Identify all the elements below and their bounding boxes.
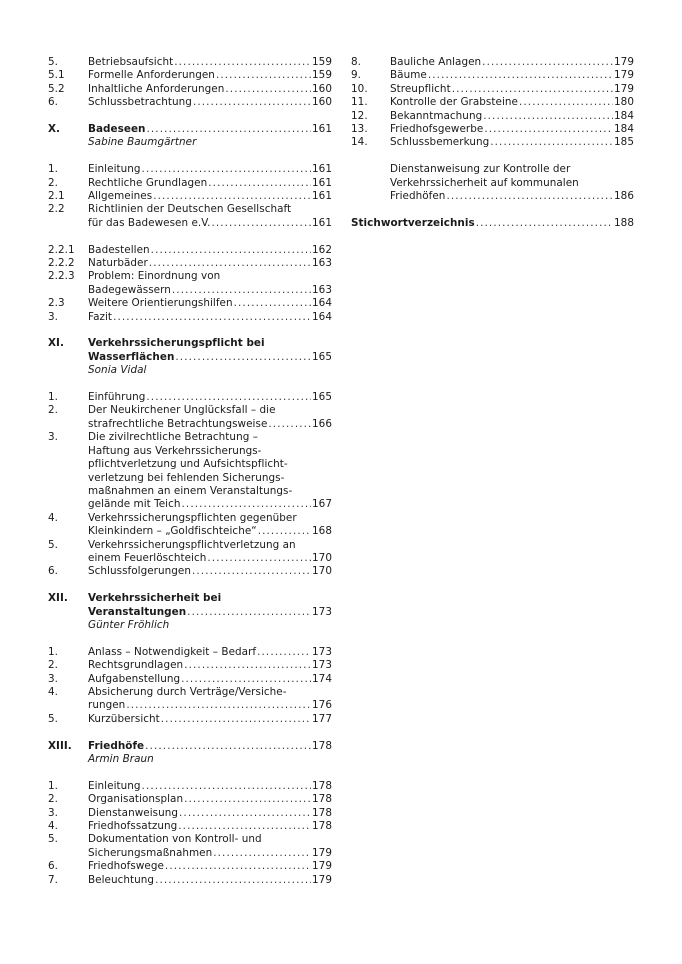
entry-title: Rechtliche Grundlagen [88,176,208,189]
entry-title: Die zivilrechtliche Betrachtung – [88,431,258,444]
page-number: 185 [614,136,634,149]
toc-entry[interactable] [48,820,332,833]
chapter-author: Armin Braun [88,753,154,765]
entry-title: Rechtsgrundlagen [88,659,184,672]
entry-title: Badegewässern [88,283,171,296]
entry-title: Beleuchtung [88,873,155,886]
dot-leader [193,96,311,109]
entry-number: 4. [48,511,59,524]
page-number: 184 [614,109,634,122]
entry-title: gelände mit Teich [88,498,181,511]
dot-leader [149,257,311,270]
toc-chapter[interactable] [48,740,332,767]
entry-title: Fazit [88,310,113,323]
page-number: 164 [312,297,332,310]
page-number: 165 [312,391,332,404]
dot-leader [483,110,613,123]
page-number: 162 [312,243,332,256]
entry-number: 5. [48,833,59,846]
entry-title: Wasserflächen [88,350,175,363]
dot-leader [257,646,311,659]
dot-leader [484,123,613,136]
entry-title: Schlussfolgerungen [88,565,191,578]
toc-entry[interactable] [48,311,332,324]
entry-title: Absicherung durch Verträge/Versiche- [88,685,287,698]
toc-entry[interactable] [48,190,332,203]
page-number: 179 [312,846,332,859]
entry-title: für das Badewesen e.V. [88,216,211,229]
toc-entry[interactable] [351,83,634,96]
dot-leader [452,83,613,96]
spacer [48,150,332,163]
page-number: 179 [614,82,634,95]
entry-title: Kurzübersicht [88,712,160,725]
dot-leader [145,740,311,753]
chapter-author: Sonia Vidal [88,364,147,377]
dot-leader [151,244,311,257]
dot-leader [147,123,312,136]
toc-entry[interactable] [351,56,634,69]
toc-entry[interactable] [48,686,332,713]
entry-title: Dienstanweisung zur Kontrolle der [390,163,571,176]
toc-entry[interactable] [48,807,332,820]
toc-entry[interactable] [48,270,332,297]
entry-title: Formelle Anforderungen [88,69,215,82]
entry-number: 5.1 [48,69,65,82]
page-number: 160 [312,82,332,95]
toc-entry[interactable] [48,391,332,404]
entry-number: 3. [48,672,59,685]
entry-title: Weitere Orientierungshilfen [88,297,233,310]
entry-title: Friedhöfen [390,190,446,203]
entry-title: Schlussbetrachtung [88,96,192,109]
toc-entry[interactable] [48,860,332,873]
entry-title: Organisationsplan [88,793,184,806]
entry-number: 7. [48,873,59,886]
entry-number: 2.2.2 [48,257,75,270]
entry-number: 2.1 [48,190,65,203]
page-number: 164 [312,310,332,323]
dot-leader [142,780,311,793]
spacer [48,324,332,337]
toc-entry[interactable] [48,404,332,431]
dot-leader [172,284,311,297]
toc-entry[interactable] [48,512,332,539]
entry-number: 12. [351,109,368,122]
entry-title: Naturbäder [88,257,148,270]
page-number: 179 [312,860,332,873]
spacer [48,579,332,592]
entry-title: Dokumentation von Kontroll- und [88,833,262,846]
spacer [48,726,332,739]
toc-entry[interactable] [48,659,332,672]
entry-number: 11. [351,96,368,109]
entry-title: Bauliche Anlagen [390,56,482,68]
entry-title: Kleinkindern – „Goldfischteiche“ [88,525,257,538]
page-number: 188 [614,216,634,229]
entry-number: 6. [48,96,59,109]
page-number: 179 [614,56,634,68]
entry-number: X. [48,123,61,136]
toc-entry[interactable] [48,431,332,511]
entry-number: 2. [48,176,59,189]
toc-chapter[interactable] [48,123,332,150]
entry-number: 2.2.3 [48,270,75,283]
dot-leader [182,498,312,511]
page-number: 166 [312,417,332,430]
entry-number: 4. [48,685,59,698]
entry-title: rungen [88,699,126,712]
entry-title: verletzung bei fehlenden Sicherungs- [88,471,285,484]
toc-index-entry[interactable] [351,217,634,230]
dot-leader [258,525,311,538]
entry-title: Einführung [88,391,146,404]
entry-title: Schlussbemerkung [390,136,490,149]
entry-number: 10. [351,82,368,95]
dot-leader [519,96,613,109]
toc-entry[interactable] [48,646,332,659]
entry-title: Friedhöfe [88,739,145,752]
page-number: 161 [312,216,332,229]
entry-number: 2. [48,404,59,417]
entry-title: Stichwortverzeichnis [351,216,475,229]
entry-title: Bäume [390,69,427,82]
page-number: 178 [312,739,332,752]
entry-number: 2.2.1 [48,243,75,256]
entry-title: Der Neukirchener Unglücksfall – die [88,404,276,417]
entry-title: Richtlinien der Deutschen Gesellschaft [88,203,292,216]
toc-entry[interactable] [48,673,332,686]
entry-number: 5. [48,538,59,551]
page-number: 186 [614,190,634,203]
spacer [48,632,332,645]
dot-leader [178,820,311,833]
entry-number: 1. [48,391,59,404]
entry-title: Veranstaltungen [88,605,187,618]
page-number: 159 [312,69,332,82]
toc-entry[interactable] [48,539,332,566]
dot-leader [213,847,311,860]
entry-number: 13. [351,123,368,136]
dot-leader [187,606,311,619]
dot-leader [207,552,311,565]
page-number: 170 [312,551,332,564]
entry-title: Verkehrssicherheit bei [88,592,222,605]
entry-number: XIII. [48,739,72,752]
page-number: 168 [312,525,332,538]
dot-leader [490,136,613,149]
entry-number: 6. [48,565,59,578]
page-number: 180 [614,96,634,109]
toc-entry[interactable] [48,713,332,726]
entry-title: Badestellen [88,243,150,256]
entry-title: strafrechtliche Betrachtungsweise [88,417,268,430]
dot-leader [126,699,311,712]
entry-title: Friedhofssatzung [88,820,178,833]
page-number: 178 [312,820,332,833]
toc-left-column [48,56,332,887]
dot-leader [211,217,311,230]
dot-leader [428,69,613,82]
entry-title: Verkehrssicherungspflichten gegenüber [88,511,297,524]
dot-leader [476,217,613,230]
toc-appendix-entry[interactable] [351,163,634,203]
entry-title: Haftung aus Verkehrssicherungs- [88,444,262,457]
page-number: 161 [312,190,332,203]
toc-entry[interactable] [351,96,634,109]
page-number: 178 [312,806,332,819]
entry-number: XI. [48,337,64,350]
entry-number: 2. [48,659,59,672]
dot-leader [184,793,311,806]
spacer [351,203,634,216]
entry-title: Sicherungsmaßnahmen [88,846,213,859]
entry-title: Kontrolle der Grabsteine [390,96,518,109]
dot-leader [181,673,311,686]
entry-title: einem Feuerlöschteich [88,551,207,564]
entry-title: Aufgabenstellung [88,672,181,685]
entry-title: maßnahmen an einem Veranstaltungs- [88,484,293,497]
entry-title: Verkehrssicherheit auf kommunalen [390,176,579,189]
spacer [48,110,332,123]
dot-leader [161,713,311,726]
toc-right-column [351,56,634,230]
entry-title: Verkehrssicherungspflichtverletzung an [88,538,296,551]
dot-leader [216,69,311,82]
dot-leader [225,83,311,96]
page-number: 159 [312,56,332,68]
page-number: 179 [614,69,634,82]
page-number: 161 [312,163,332,176]
page-number: 178 [312,779,332,792]
page-number: 170 [312,565,332,578]
spacer [48,766,332,779]
page-number: 173 [312,659,332,672]
toc-entry[interactable] [48,833,332,860]
page-number: 177 [312,712,332,725]
page-number: 174 [312,672,332,685]
toc-entry[interactable] [48,163,332,176]
toc-entry[interactable] [48,244,332,257]
toc-entry[interactable] [48,69,332,82]
toc-chapter[interactable] [48,592,332,632]
entry-number: 14. [351,136,368,149]
entry-title: Dienstanweisung [88,806,179,819]
entry-title: Inhaltliche Anforderungen [88,82,225,95]
page-number: 178 [312,793,332,806]
dot-leader [175,351,311,364]
toc-entry[interactable] [351,110,634,123]
toc-entry[interactable] [48,96,332,109]
toc-entry[interactable] [48,565,332,578]
entry-number: 3. [48,310,59,323]
chapter-author: Sabine Baumgärtner [88,136,197,149]
entry-title: Streupflicht [390,82,451,95]
entry-title: Einleitung [88,163,141,176]
toc-entry[interactable] [48,203,332,230]
entry-title: Anlass – Notwendigkeit – Bedarf [88,645,257,658]
spacer [48,230,332,243]
toc-entry[interactable] [351,136,634,149]
entry-number: 5.2 [48,82,65,95]
page-number: 161 [312,176,332,189]
entry-number: 3. [48,806,59,819]
toc-entry[interactable] [48,83,332,96]
toc-entry[interactable] [48,874,332,887]
entry-title: pflichtverletzung und Aufsichtspflicht- [88,458,288,471]
dot-leader [208,177,311,190]
entry-number: 2.3 [48,297,65,310]
entry-number: 5. [48,56,59,68]
spacer [351,150,634,163]
page-number: 184 [614,123,634,136]
toc-entry[interactable] [48,780,332,793]
entry-number: 6. [48,860,59,873]
toc-entry[interactable] [48,297,332,310]
dot-leader [142,163,311,176]
toc-entry[interactable] [48,177,332,190]
dot-leader [234,297,311,310]
entry-number: 8. [351,56,362,68]
page-number: 163 [312,283,332,296]
entry-title: Friedhofswege [88,860,164,873]
dot-leader [113,311,311,324]
entry-title: Allgemeines [88,190,153,203]
page-number: 163 [312,257,332,270]
dot-leader [184,659,311,672]
dot-leader [174,56,311,69]
entry-title: Badeseen [88,123,146,136]
entry-number: 2.2 [48,203,65,216]
dot-leader [165,860,311,873]
dot-leader [446,190,613,203]
dot-leader [192,565,311,578]
page-number: 179 [312,873,332,886]
dot-leader [155,874,311,887]
page-number: 176 [312,699,332,712]
entry-number: 1. [48,163,59,176]
entry-title: Verkehrssicherungspflicht bei [88,337,265,350]
page-number: 173 [312,605,332,618]
chapter-author: Günter Fröhlich [88,618,170,631]
page-number: 165 [312,350,332,363]
entry-title: Betriebsaufsicht [88,56,174,68]
spacer [48,378,332,391]
entry-title: Friedhofsgewerbe [390,123,484,136]
page-number: 160 [312,96,332,109]
entry-number: 2. [48,793,59,806]
dot-leader [179,807,311,820]
entry-number: XII. [48,592,68,605]
page-number: 167 [312,498,332,511]
entry-number: 9. [351,69,362,82]
toc-chapter[interactable] [48,337,332,377]
toc-entry[interactable] [48,257,332,270]
entry-title: Problem: Einordnung von [88,270,221,283]
dot-leader [482,56,613,69]
entry-number: 1. [48,779,59,792]
page-number: 161 [312,123,332,136]
entry-title: Bekanntmachung [390,109,483,122]
entry-number: 4. [48,820,59,833]
page-number: 173 [312,645,332,658]
entry-number: 5. [48,712,59,725]
dot-leader [146,391,311,404]
entry-number: 1. [48,645,59,658]
toc-entry[interactable] [351,69,634,82]
dot-leader [153,190,311,203]
entry-title: Einleitung [88,779,141,792]
toc-entry[interactable] [351,123,634,136]
dot-leader [268,418,311,431]
toc-entry[interactable] [48,56,332,69]
entry-number: 3. [48,431,59,444]
toc-entry[interactable] [48,793,332,806]
